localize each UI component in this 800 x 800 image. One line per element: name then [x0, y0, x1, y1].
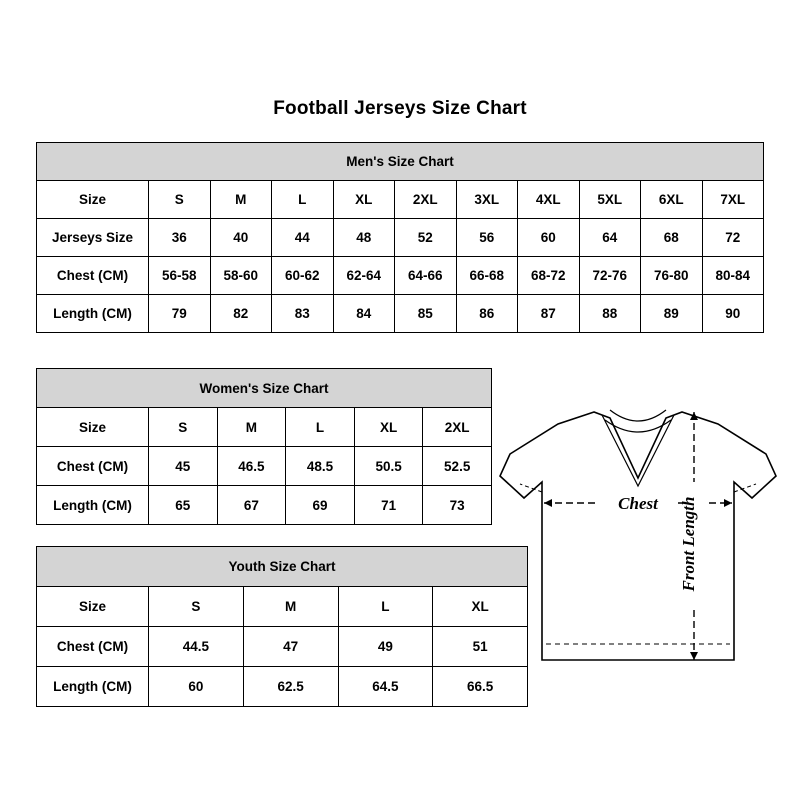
cell: M: [243, 587, 338, 627]
mens-chart-caption: Men's Size Chart: [37, 143, 764, 181]
length-arrow-top: [690, 412, 698, 420]
cell: 48: [333, 219, 395, 257]
cell: 44: [272, 219, 334, 257]
cell: M: [217, 408, 286, 447]
cell: XL: [333, 181, 395, 219]
cell: 66.5: [433, 667, 528, 707]
cell: 89: [641, 295, 703, 333]
cell: 85: [395, 295, 457, 333]
cell: 79: [149, 295, 211, 333]
cell: S: [149, 181, 211, 219]
cell: 84: [333, 295, 395, 333]
cell: 83: [272, 295, 334, 333]
cell: 50.5: [354, 447, 423, 486]
cell: 64: [579, 219, 641, 257]
cell: 52.5: [423, 447, 492, 486]
cell: 47: [243, 627, 338, 667]
cell: S: [149, 587, 244, 627]
cell: 3XL: [456, 181, 518, 219]
cell: 44.5: [149, 627, 244, 667]
row-label: Size: [37, 408, 149, 447]
cell: 67: [217, 486, 286, 525]
table-row: [37, 295, 764, 333]
mens-size-chart-table: [36, 142, 764, 333]
length-arrow-bottom: [690, 652, 698, 660]
table-row: [37, 257, 764, 295]
row-label: Size: [37, 587, 149, 627]
cell: 5XL: [579, 181, 641, 219]
chest-arrow-left: [544, 499, 552, 507]
cell: 51: [433, 627, 528, 667]
table-caption-row: [37, 143, 764, 181]
cell: M: [210, 181, 272, 219]
womens-size-chart-table: [36, 368, 492, 525]
womens-chart-caption: Women's Size Chart: [37, 369, 492, 408]
cell: 80-84: [702, 257, 764, 295]
cell: 49: [338, 627, 433, 667]
cell: 45: [149, 447, 218, 486]
youth-size-chart-table: [36, 546, 528, 707]
shirt-outline: [500, 412, 776, 660]
front-length-label: Front Length: [679, 496, 698, 592]
cell: 65: [149, 486, 218, 525]
table-row: [37, 181, 764, 219]
cell: 36: [149, 219, 211, 257]
table-row: [37, 408, 492, 447]
cell: 62.5: [243, 667, 338, 707]
cell: 87: [518, 295, 580, 333]
cell: 48.5: [286, 447, 355, 486]
youth-chart-caption: Youth Size Chart: [37, 547, 528, 587]
table-row: [37, 447, 492, 486]
cell: 73: [423, 486, 492, 525]
cell: S: [149, 408, 218, 447]
cell: 60-62: [272, 257, 334, 295]
row-label: Chest (CM): [37, 447, 149, 486]
table-caption-row: [37, 369, 492, 408]
page-title: Football Jerseys Size Chart: [273, 98, 527, 119]
cell: 46.5: [217, 447, 286, 486]
table-row: [37, 667, 528, 707]
cell: 64-66: [395, 257, 457, 295]
cell: 88: [579, 295, 641, 333]
row-label: Size: [37, 181, 149, 219]
cell: 58-60: [210, 257, 272, 295]
row-label: Chest (CM): [37, 627, 149, 667]
cell: 71: [354, 486, 423, 525]
table-row: [37, 486, 492, 525]
cell: 62-64: [333, 257, 395, 295]
cell: 60: [149, 667, 244, 707]
cell: L: [338, 587, 433, 627]
chest-arrow-right: [724, 499, 732, 507]
cell: 56-58: [149, 257, 211, 295]
cell: 68-72: [518, 257, 580, 295]
cell: 6XL: [641, 181, 703, 219]
cell: L: [272, 181, 334, 219]
row-label: Jerseys Size: [37, 219, 149, 257]
row-label: Length (CM): [37, 295, 149, 333]
table-row: [37, 587, 528, 627]
cell: 40: [210, 219, 272, 257]
row-label: Length (CM): [37, 667, 149, 707]
row-label: Chest (CM): [37, 257, 149, 295]
cell: XL: [433, 587, 528, 627]
cell: 4XL: [518, 181, 580, 219]
cell: 69: [286, 486, 355, 525]
cell: L: [286, 408, 355, 447]
table-row: [37, 627, 528, 667]
cell: 72-76: [579, 257, 641, 295]
cell: 90: [702, 295, 764, 333]
cell: 76-80: [641, 257, 703, 295]
cell: 82: [210, 295, 272, 333]
table-row: [37, 219, 764, 257]
cell: 56: [456, 219, 518, 257]
chest-label: Chest: [618, 494, 658, 513]
cell: 2XL: [423, 408, 492, 447]
cell: 86: [456, 295, 518, 333]
row-label: Length (CM): [37, 486, 149, 525]
cell: 66-68: [456, 257, 518, 295]
tshirt-measurement-diagram: [498, 398, 778, 698]
table-caption-row: [37, 547, 528, 587]
cell: XL: [354, 408, 423, 447]
cell: 64.5: [338, 667, 433, 707]
collar-line-top: [610, 410, 666, 421]
cell: 52: [395, 219, 457, 257]
cell: 60: [518, 219, 580, 257]
cell: 2XL: [395, 181, 457, 219]
cell: 72: [702, 219, 764, 257]
cell: 68: [641, 219, 703, 257]
cell: 7XL: [702, 181, 764, 219]
